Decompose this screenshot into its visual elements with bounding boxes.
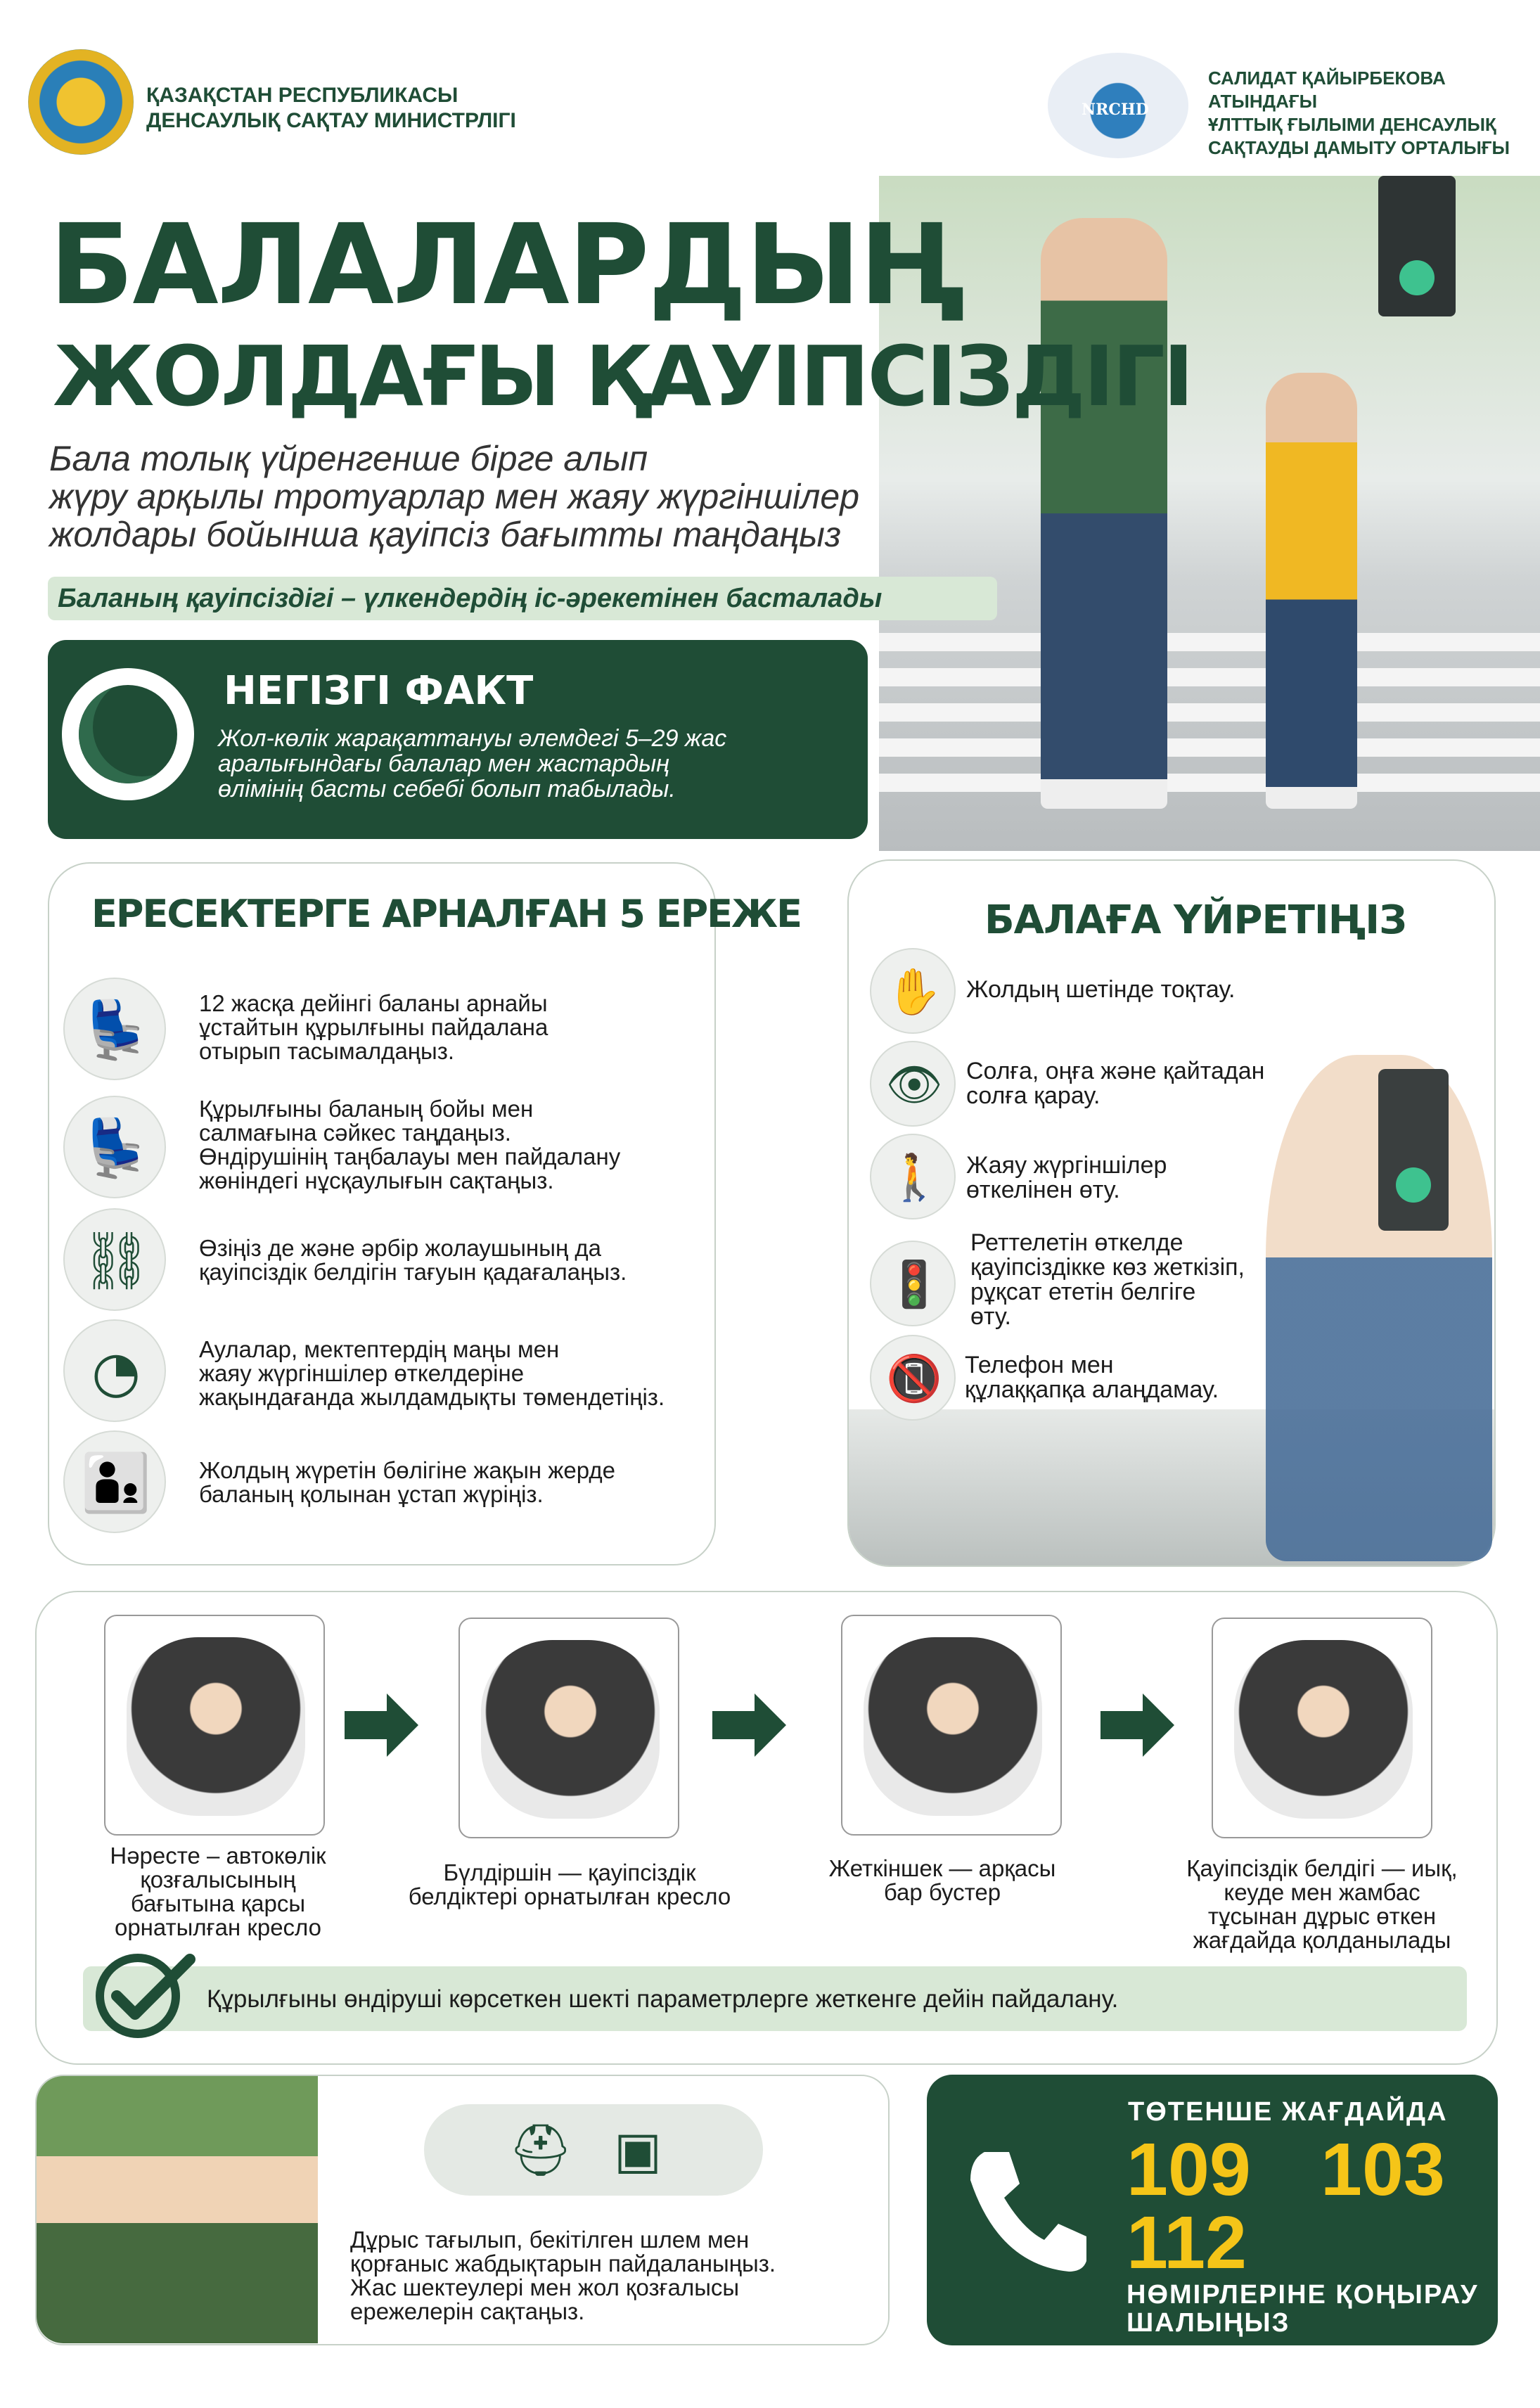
hero-photo <box>879 176 1540 851</box>
kazakhstan-emblem-icon <box>28 49 134 155</box>
arrow-right-icon <box>712 1686 790 1764</box>
infant-seat-photo <box>104 1615 325 1836</box>
pedestrian-crossing-icon: 🚶 <box>870 1134 956 1219</box>
subtitle: Бала толық үйренгенше бірге алып жүру арқылы тротуарлар мен жаяу жүргіншілер жолдары бойынша қауіпсіз бағытты таңдаңыз <box>49 439 860 554</box>
teach-2: Солға, оңға және қайтадан солға қарау. <box>966 1058 1265 1109</box>
rule-1: 12 жасқа дейінгі баланы арнайы ұстайтын құрылғыны пайдалана отырып тасымалдаңыз. <box>199 990 548 1064</box>
seat-caption-3: Жеткіншек — арқасы бар бустер <box>828 1855 1056 1905</box>
teach-3: Жаяу жүргіншілер өткелінен өту. <box>966 1152 1167 1203</box>
teach-title: БАЛАҒА ҮЙРЕТІҢІЗ <box>984 897 1406 943</box>
emergency-footer: НӨМІРЛЕРІНЕ ҚОҢЫРАУ ШАЛЫҢЫЗ <box>1127 2280 1479 2338</box>
rule-5: Жолдың жүретін бөлігіне жақын жерде баланың қолынан ұстап жүріңіз. <box>199 1457 615 1507</box>
traffic-light-photo <box>1378 1069 1449 1231</box>
child-seat-icon: 💺 <box>63 978 166 1080</box>
knee-pad-icon: ▣ <box>614 2120 662 2179</box>
rule-2: Құрылғыны баланың бойы мен салмағына сәйкес таңдаңыз. Өндірушінің таңбалауы мен пайдалану жөніндегі нұсқаулығын сақтаңыз. <box>199 1096 621 1193</box>
nrchd-logo: NRCHD <box>1048 53 1188 158</box>
hand-stop-icon: ✋ <box>870 948 956 1034</box>
fact-title: НЕГІЗГІ ФАКТ <box>224 668 534 714</box>
usage-note-text: Құрылғыны өндіруші көрсеткен шекті параметрлерге жеткенге дейін пайдалану. <box>207 1985 1119 2013</box>
emergency-number-112: 112 <box>1127 2201 1247 2284</box>
emergency-number-109: 109 <box>1127 2128 1251 2211</box>
seatbelt-child-photo <box>1212 1618 1432 1838</box>
emergency-title: ТӨТЕНШЕ ЖАҒДАЙДА <box>1128 2097 1448 2127</box>
globe-icon <box>62 668 194 800</box>
toddler-seat-photo <box>458 1618 679 1838</box>
helmet-text: Дұрыс тағылып, бекітілген шлем мен қорғаныс жабдықтарын пайдаланыңыз. Жас шектеулері мен жол қозғалысы ережелерін сақтаңыз. <box>350 2227 776 2324</box>
seat-caption-1: Нәресте – автокөлік қозғалысының бағытына қарсы орнатылған кресло <box>110 1843 326 1940</box>
teach-4: Реттелетін өткелде қауіпсіздікке көз жеткізіп, рұқсат ететін белгіге өту. <box>970 1229 1245 1330</box>
seatbelt-icon: ⛓ <box>63 1208 166 1311</box>
ministry-name: ҚАЗАҚСТАН РЕСПУБЛИКАСЫ ДЕНСАУЛЫҚ САҚТАУ МИНИСТРЛІГІ <box>146 84 516 132</box>
rule-4: Аулалар, мектептердің маңы мен жаяу жүргіншілер өткелдеріне жақындағанда жылдамдықты төмендетіңіз. <box>199 1336 665 1410</box>
adult-child-icon: 👨‍👦 <box>63 1430 166 1533</box>
title-line2: ЖОЛДАҒЫ ҚАУІПСІЗДІГІ <box>53 328 1192 425</box>
rules-title: ЕРЕСЕКТЕРГЕ АРНАЛҒАН 5 ЕРЕЖЕ <box>91 892 802 936</box>
title-line1: БАЛАЛАРДЫҢ <box>49 200 965 330</box>
rule-3: Өзіңіз де және әрбір жолаушының да қауіпсіздік белдігін тағуын қадағалаңыз. <box>199 1235 627 1285</box>
phone-icon <box>956 2138 1097 2279</box>
arrow-right-icon <box>1101 1686 1178 1764</box>
teach-1: Жолдың шетінде тоқтау. <box>966 976 1236 1003</box>
helmet-icon: ⛑ <box>508 2120 573 2179</box>
traffic-light-icon: 🚦 <box>870 1241 956 1326</box>
seat-caption-4: Қауіпсіздік белдігі — иық, кеуде мен жамбас тұсынан дұрыс өткен жағдайда қолданылады <box>1186 1855 1458 1953</box>
protective-gear-pill <box>424 2104 763 2196</box>
boy-cyclist-photo <box>37 2076 318 2343</box>
speedometer-icon: ◔ <box>63 1319 166 1422</box>
booster-seat-photo <box>841 1615 1062 1836</box>
slogan-banner: Баланың қауіпсіздігі – үлкендердің іс-әрекетінен басталады <box>48 577 997 620</box>
teach-5: Телефон мен құлаққапқа алаңдамау. <box>965 1352 1219 1403</box>
seat-fit-icon: 💺 <box>63 1096 166 1198</box>
arrow-right-icon <box>345 1686 422 1764</box>
no-phone-icon: 📵 <box>870 1335 956 1421</box>
center-name: САЛИДАТ ҚАЙЫРБЕКОВА АТЫНДАҒЫ ҰЛТТЫҚ ҒЫЛЫМИ ДЕНСАУЛЫҚ САҚТАУДЫ ДАМЫТУ ОРТАЛЫҒЫ <box>1208 68 1510 158</box>
checkmark-icon <box>91 1949 197 2041</box>
seat-caption-2: Бүлдіршін — қауіпсіздік белдіктері орнатылған кресло <box>408 1859 731 1909</box>
fact-text: Жол-көлік жарақаттануы әлемдегі 5–29 жас аралығындағы балалар мен жастардың өлімінің басты себебі болып табылады. <box>218 725 727 802</box>
emergency-number-103: 103 <box>1321 2128 1445 2211</box>
eye-icon: 👁 <box>870 1041 956 1127</box>
